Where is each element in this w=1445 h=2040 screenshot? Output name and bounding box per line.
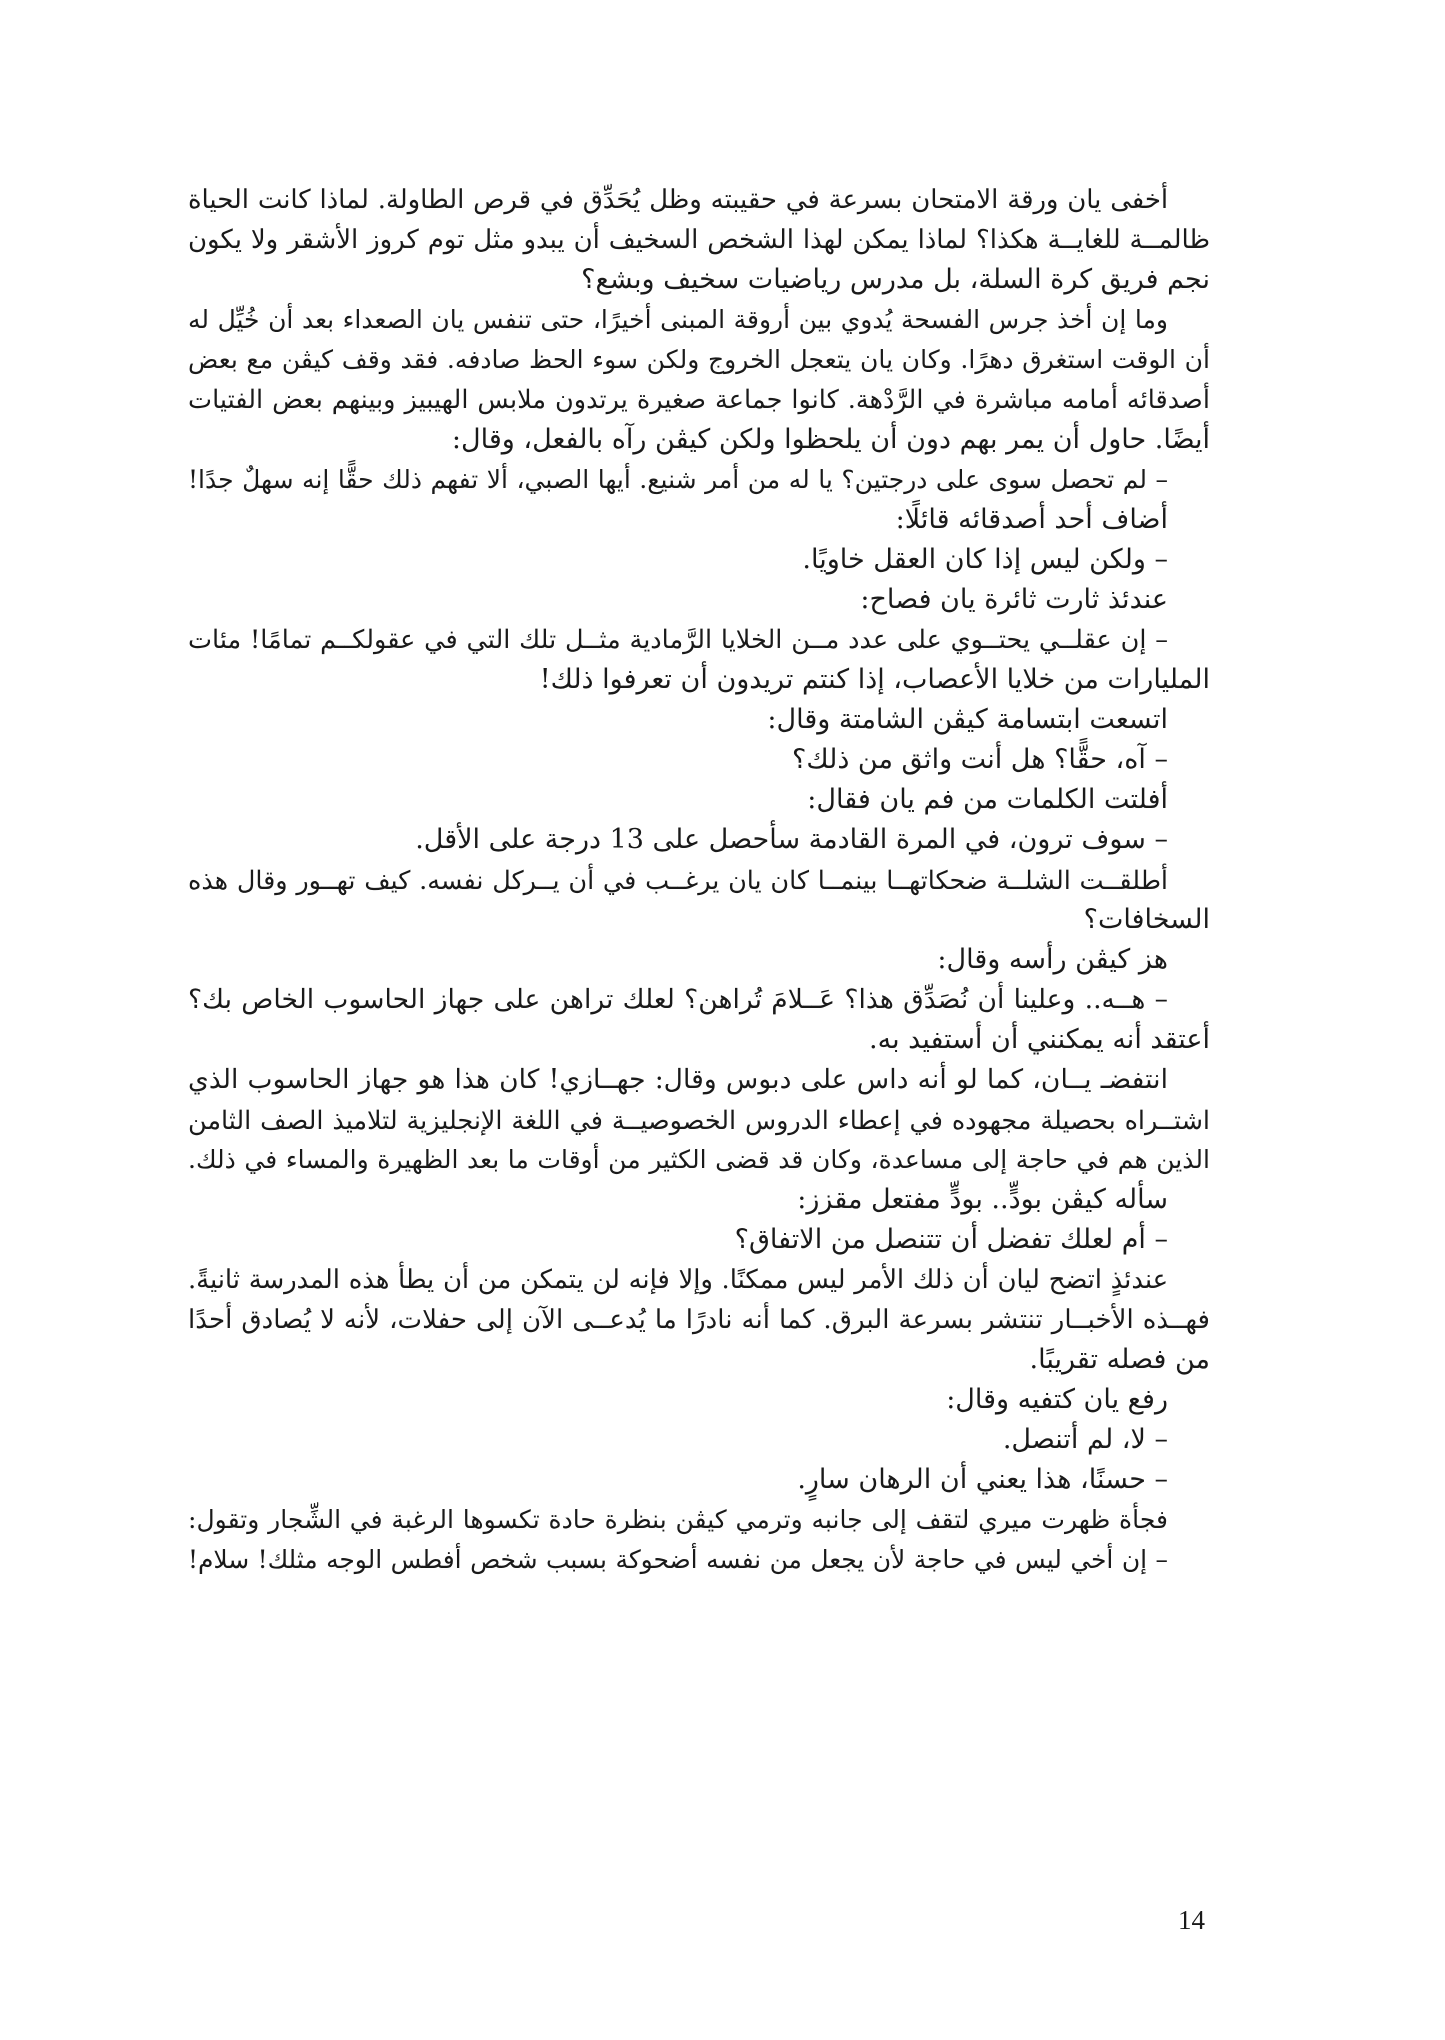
text-line: اشتــراه بحصيلة مجهوده في إعطاء الدروس الخصوصيــة في اللغة الإنجليزية لتلاميذ الصف الثامن [188,1105,1210,1135]
text-line: أضاف أحد أصدقائه قائلًا: [895,504,1168,535]
text-line: عندئذٍ اتضح ليان أن ذلك الأمر ليس ممكنًا. وإلا فإنه لن يتمكن من أن يطأ هذه المدرسة ثانيةً. [188,1265,1168,1295]
text-line: أخفى يان ورقة الامتحان بسرعة في حقيبته وظل يُحَدِّق في قرص الطاولة. لماذا كانت الحياة [188,185,1168,215]
text-line: – إن أخي ليس في حاجة لأن يجعل من نفسه أضحوكة بسبب شخص أفطس الوجه مثلك! سلام! [188,1545,1168,1574]
text-line: أصدقائه أمامه مباشرة في الرَّدْهة. كانوا جماعة صغيرة يرتدون ملابس الهيبيز وبينهم بعض الفتيات [188,385,1210,415]
text-line: – حسنًا، هذا يعني أن الرهان سارٍ. [797,1464,1168,1495]
text-line: فجأة ظهرت ميري لتقف إلى جانبه وترمي كيڤن بنظرة حادة تكسوها الرغبة في الشِّجار وتقول: [188,1505,1168,1534]
text-line: – آه، حقًّا؟ هل أنت واثق من ذلك؟ [792,744,1168,775]
text-line: – سوف ترون، في المرة القادمة سأحصل على 13 درجة على الأقل. [415,824,1168,855]
text-line: عندئذ ثارت ثائرة يان فصاح: [860,584,1168,615]
text-line: – لم تحصل سوى على درجتين؟ يا له من أمر شنيع. أيها الصبي، ألا تفهم ذلك حقًّا إنه سهلٌ جدًا! [188,465,1168,494]
text-line: سأله كيڤن بودٍّ.. بودٍّ مفتعل مقزز: [797,1184,1168,1215]
text-line: أيضًا. حاول أن يمر بهم دون أن يلحظوا ولكن كيڤن رآه بالفعل، وقال: [451,424,1210,455]
text-line: – لا، لم أتنصل. [1002,1424,1168,1455]
text-line: هز كيڤن رأسه وقال: [937,944,1168,975]
text-line: فهــذه الأخبــار تنتشر بسرعة البرق. كما أنه نادرًا ما يُدعــى الآن إلى حفلات، لأنه لا يُصادق أحدًا [188,1305,1210,1335]
text-line: السخافات؟ [1083,904,1210,935]
text-line: اتسعت ابتسامة كيڤن الشامتة وقال: [767,704,1168,735]
text-line: أعتقد أنه يمكنني أن أستفيد به. [869,1024,1210,1055]
body-text [188,180,1210,1580]
text-line: رفع يان كتفيه وقال: [946,1384,1168,1415]
text-line: أن الوقت استغرق دهرًا. وكان يان يتعجل الخروج ولكن سوء الحظ صادفه. فقد وقف كيڤن مع بعض [188,345,1210,374]
text-line: – ولكن ليس إذا كان العقل خاويًا. [802,544,1168,575]
text-line: من فصله تقريبًا. [1029,1344,1210,1375]
page-number: 14 [1178,1905,1205,1935]
text-line: انتفضـ يــان، كما لو أنه داس على دبوس وقال: جهــازي! كان هذا هو جهاز الحاسوب الذي [188,1064,1168,1095]
text-line: – هــه.. وعلينا أن نُصَدِّق هذا؟ عَــلامَ تُراهن؟ لعلك تراهن على جهاز الحاسوب الخاص بك؟ [188,984,1168,1015]
text-line: وما إن أخذ جرس الفسحة يُدوي بين أروقة المبنى أخيرًا، حتى تنفس يان الصعداء بعد أن خُيِّل له [188,305,1168,334]
text-line: نجم فريق كرة السلة، بل مدرس رياضيات سخيف وبشع؟ [581,264,1210,295]
text-line: المليارات من خلايا الأعصاب، إذا كنتم تريدون أن تعرفوا ذلك! [539,664,1210,695]
text-line: – إن عقلــي يحتــوي على عدد مــن الخلايا الرَّمادية مثــل تلك التي في عقولكــم تمامًا! مئات [188,625,1168,655]
text-line: الذين هم في حاجة إلى مساعدة، وكان قد قضى الكثير من أوقات ما بعد الظهيرة والمساء في ذلك. [188,1145,1210,1174]
text-line: – أم لعلك تفضل أن تتنصل من الاتفاق؟ [734,1224,1168,1255]
text-line: أفلتت الكلمات من فم يان فقال: [807,784,1168,815]
text-line: ظالمــة للغايــة هكذا؟ لماذا يمكن لهذا الشخص السخيف أن يبدو مثل توم كروز الأشقر ولا يكون [188,225,1210,255]
text-line: أطلقــت الشلــة ضحكاتهــا بينمــا كان يان يرغــب في أن يــركل نفسه. كيف تهــور وقال هذه [188,865,1168,895]
